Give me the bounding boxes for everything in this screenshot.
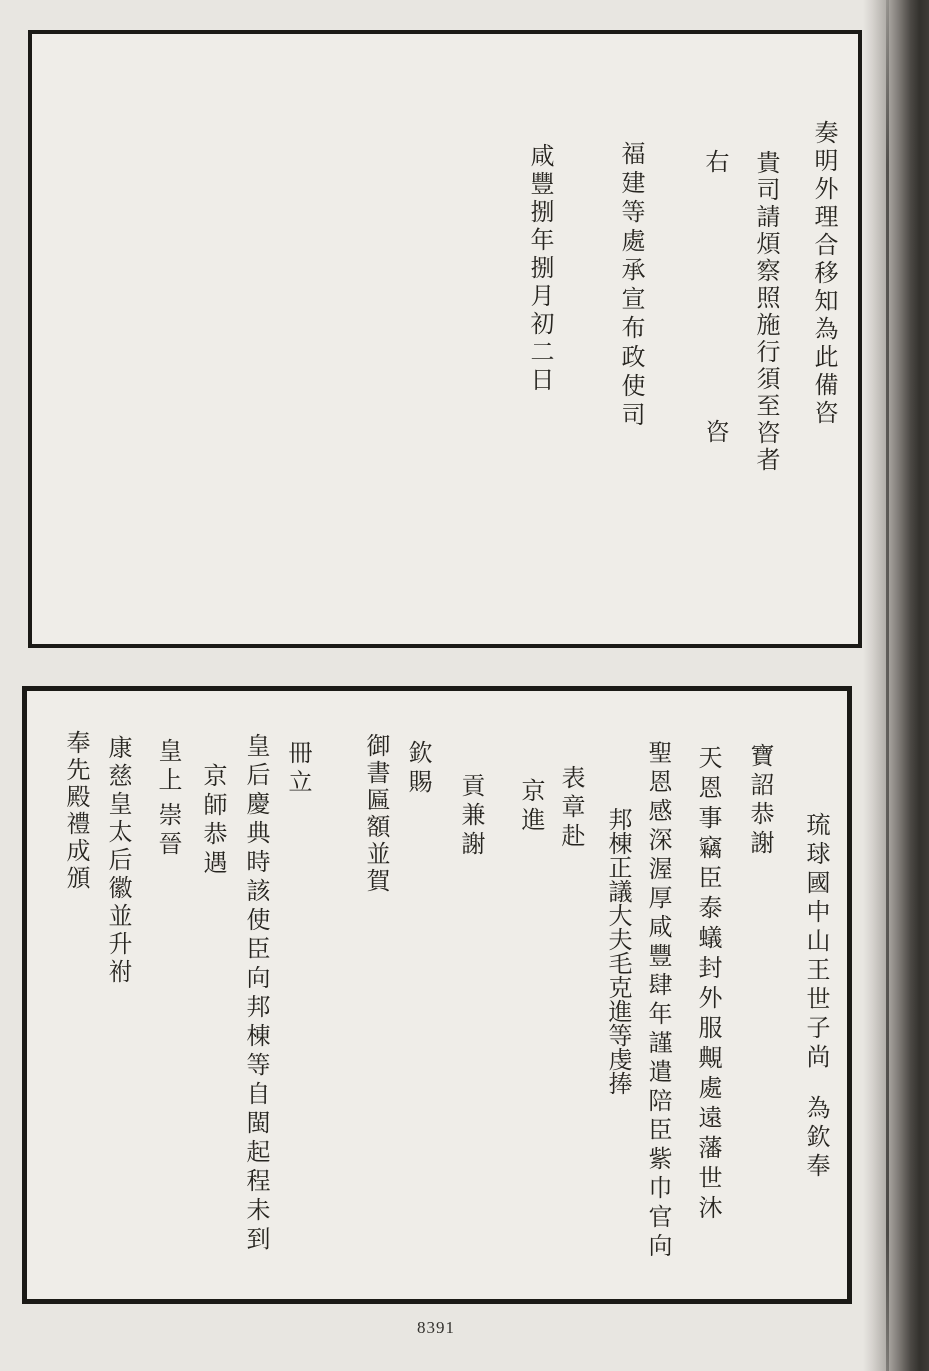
- book-edge-shading: [863, 0, 929, 1371]
- text-column: 京進: [517, 778, 543, 836]
- text-column: 貴司請煩察照施行須至咨者: [752, 150, 778, 474]
- text-column: 聖恩感深渥厚咸豐肆年謹遣陪臣紫巾官向: [644, 740, 670, 1262]
- text-column: 寶詔恭謝: [746, 743, 772, 859]
- text-segment: 為欽奉: [802, 1095, 828, 1182]
- text-column: 貢兼謝: [457, 773, 483, 860]
- top-document-panel: [28, 30, 862, 648]
- text-segment: 崇晉: [154, 802, 180, 860]
- text-column: 奏明外理合移知為此備咨: [810, 120, 836, 428]
- text-column: 天恩事竊臣泰蟻封外服覥處遠藩世沐: [694, 745, 720, 1225]
- text-column: 奉先殿禮成頒: [62, 730, 88, 892]
- page-edge-line: [886, 0, 889, 1371]
- text-segment: 咨: [701, 419, 727, 447]
- bottom-document-panel: [22, 686, 852, 1304]
- text-segment: 琉球國中山王世子尚: [802, 812, 828, 1073]
- text-column: 冊立: [284, 740, 310, 798]
- text-column: 御書匾額並賀: [362, 733, 388, 895]
- text-column: 京師恭遇: [199, 763, 225, 879]
- text-segment: 右: [701, 149, 727, 177]
- text-column: 福建等處承宣布政使司: [617, 141, 643, 431]
- text-column: [152, 738, 180, 860]
- text-segment: 皇上: [154, 738, 180, 796]
- text-column: [699, 149, 727, 447]
- text-column: 咸豐捌年捌月初二日: [526, 143, 552, 395]
- text-column: 皇后慶典時該使臣向邦棟等自閩起程未到: [242, 733, 268, 1255]
- text-column: [800, 812, 828, 1182]
- text-column: 表章赴: [557, 765, 583, 852]
- text-column: 康慈皇太后徽並升祔: [104, 735, 130, 987]
- page-number: 8391: [417, 1318, 455, 1337]
- text-column: 邦棟正議大夫毛克進等虔捧: [604, 807, 630, 1095]
- text-column: 欽賜: [404, 740, 430, 798]
